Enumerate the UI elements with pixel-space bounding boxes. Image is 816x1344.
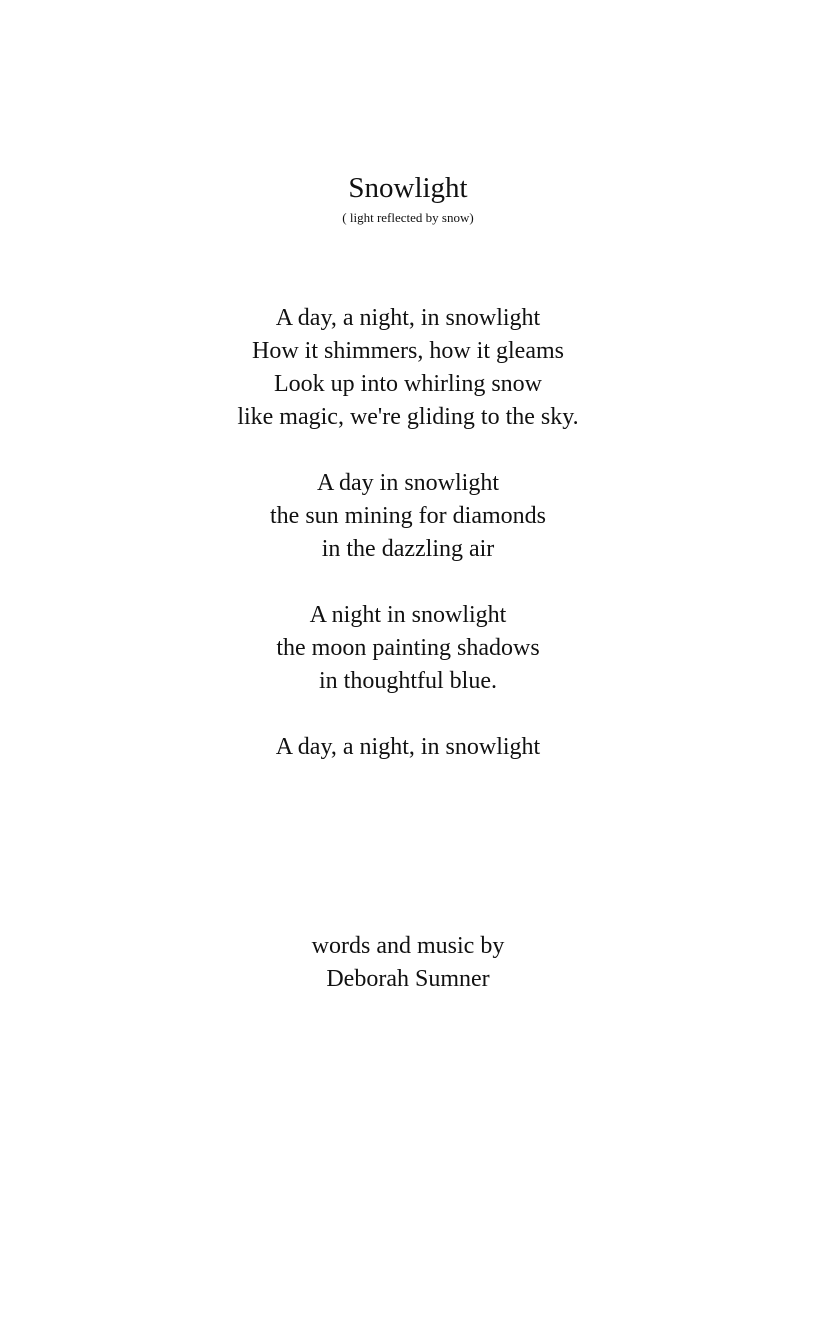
credit-line: words and music by — [311, 933, 505, 959]
poem-line: in thoughtful blue. — [319, 668, 497, 694]
poem-subtitle: ( light reflected by snow) — [342, 210, 474, 225]
stanza-1 — [0, 302, 816, 434]
poem-line: A day in snowlight — [316, 470, 499, 496]
poem-line: the sun mining for diamonds — [270, 503, 546, 529]
stanza-2 — [0, 467, 816, 566]
stanza-3 — [0, 599, 816, 698]
author-name: Deborah Sumner — [326, 966, 490, 992]
stanza-4 — [0, 731, 816, 764]
poem-body — [0, 302, 816, 797]
poem-line: Look up into whirling snow — [274, 371, 542, 397]
poem-line: the moon painting shadows — [276, 635, 540, 661]
poem-line: like magic, we're gliding to the sky. — [237, 404, 579, 430]
poem-line: A day, a night, in snowlight — [275, 305, 541, 331]
poem-line: A day, a night, in snowlight — [275, 734, 541, 760]
poem-title: Snowlight — [348, 172, 468, 204]
poem-line: in the dazzling air — [321, 536, 495, 562]
poem-line: A night in snowlight — [309, 602, 507, 628]
author-credit — [0, 930, 816, 996]
poem-line: How it shimmers, how it gleams — [252, 338, 564, 364]
